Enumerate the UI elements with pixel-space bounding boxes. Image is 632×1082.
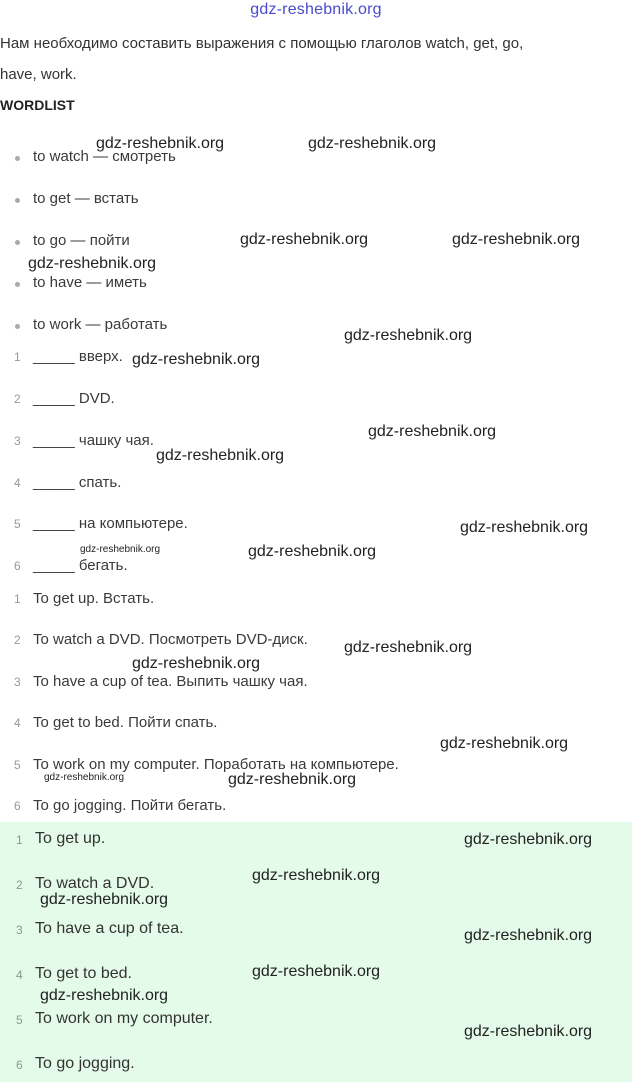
answer-item: To get to bed. — [35, 965, 132, 982]
watermark-text: gdz-reshebnik.org — [460, 519, 589, 536]
watermark-text: gdz-reshebnik.org — [240, 231, 369, 248]
answer-item: To work on my computer. — [35, 1010, 213, 1027]
exercise-number: 5 — [14, 517, 21, 531]
exercise-item: _____ DVD. — [33, 390, 115, 407]
exercise-item: _____ чашку чая. — [33, 432, 154, 449]
translation-number: 1 — [14, 592, 21, 606]
answer-item: To have a cup of tea. — [35, 920, 184, 937]
exercise-number: 1 — [14, 350, 21, 364]
translation-number: 6 — [14, 799, 21, 813]
answer-block — [0, 822, 632, 1082]
wordlist-title: WORDLIST — [0, 97, 75, 113]
exercise-number: 6 — [14, 559, 21, 573]
bullet-icon — [15, 240, 20, 245]
watermark-text: gdz-reshebnik.org — [156, 447, 285, 464]
answer-item: To go jogging. — [35, 1055, 135, 1072]
watermark-text: gdz-reshebnik.org — [440, 735, 569, 752]
answer-number: 4 — [16, 968, 23, 982]
translation-number: 4 — [14, 716, 21, 730]
exercise-item: _____ бегать. — [33, 557, 128, 574]
bullet-icon — [15, 282, 20, 287]
bullet-icon — [15, 324, 20, 329]
intro-line-2: have, work. — [0, 66, 77, 83]
exercise-number: 2 — [14, 392, 21, 406]
watermark-text: gdz-reshebnik.org — [464, 927, 593, 944]
watermark-text: gdz-reshebnik.org — [344, 327, 473, 344]
watermark-text: gdz-reshebnik.org — [464, 831, 593, 848]
watermark-text: gdz-reshebnik.org — [40, 987, 169, 1004]
exercise-item: _____ спать. — [33, 474, 122, 491]
watermark-text: gdz-reshebnik.org — [96, 135, 225, 152]
answer-number: 3 — [16, 923, 23, 937]
watermark-text: gdz-reshebnik.org — [252, 963, 381, 980]
watermark-text: gdz-reshebnik.org — [44, 772, 125, 783]
answer-number: 6 — [16, 1058, 23, 1072]
watermark-text: gdz-reshebnik.org — [40, 891, 169, 908]
watermark-text: gdz-reshebnik.org — [368, 423, 497, 440]
watermark-text: gdz-reshebnik.org — [132, 351, 261, 368]
translation-number: 3 — [14, 675, 21, 689]
translation-number: 2 — [14, 633, 21, 647]
answer-item: To watch a DVD. — [35, 875, 155, 892]
translation-item: To get up. Встать. — [33, 590, 155, 607]
watermark-text: gdz-reshebnik.org — [28, 255, 157, 272]
answer-number: 2 — [16, 878, 23, 892]
intro-line-1: Нам необходимо составить выражения с помощью глаголов watch, get, go, — [0, 35, 524, 52]
exercise-number: 4 — [14, 476, 21, 490]
wordlist-item: to get — встать — [33, 190, 139, 207]
translation-item: To watch a DVD. Посмотреть DVD-диск. — [33, 631, 308, 648]
translation-item: To go jogging. Пойти бегать. — [33, 797, 227, 814]
watermark-text: gdz-reshebnik.org — [464, 1023, 593, 1040]
watermark-text: gdz-reshebnik.org — [228, 771, 357, 788]
translation-item: To work on my computer. Поработать на компьютере. — [33, 756, 399, 773]
wordlist-item: to have — иметь — [33, 274, 147, 291]
translation-item: To have a cup of tea. Выпить чашку чая. — [33, 673, 308, 690]
wordlist-item: to go — пойти — [33, 232, 130, 249]
header-watermark: gdz-reshebnik.org — [250, 1, 382, 18]
bullet-icon — [15, 198, 20, 203]
watermark-text: gdz-reshebnik.org — [80, 544, 161, 555]
exercise-item: _____ на компьютере. — [33, 515, 188, 532]
translation-item: To get to bed. Пойти спать. — [33, 714, 218, 731]
watermark-text: gdz-reshebnik.org — [252, 867, 381, 884]
answer-number: 5 — [16, 1013, 23, 1027]
watermark-text: gdz-reshebnik.org — [132, 655, 261, 672]
watermark-text: gdz-reshebnik.org — [344, 639, 473, 656]
watermark-text: gdz-reshebnik.org — [452, 231, 581, 248]
watermark-text: gdz-reshebnik.org — [308, 135, 437, 152]
exercise-item: _____ вверх. — [33, 348, 123, 365]
bullet-icon — [15, 156, 20, 161]
answer-item: To get up. — [35, 830, 106, 847]
translation-number: 5 — [14, 758, 21, 772]
wordlist-item: to work — работать — [33, 316, 168, 333]
exercise-number: 3 — [14, 434, 21, 448]
answer-number: 1 — [16, 833, 23, 847]
wordlist-item: to watch — смотреть — [33, 148, 176, 165]
watermark-text: gdz-reshebnik.org — [248, 543, 377, 560]
